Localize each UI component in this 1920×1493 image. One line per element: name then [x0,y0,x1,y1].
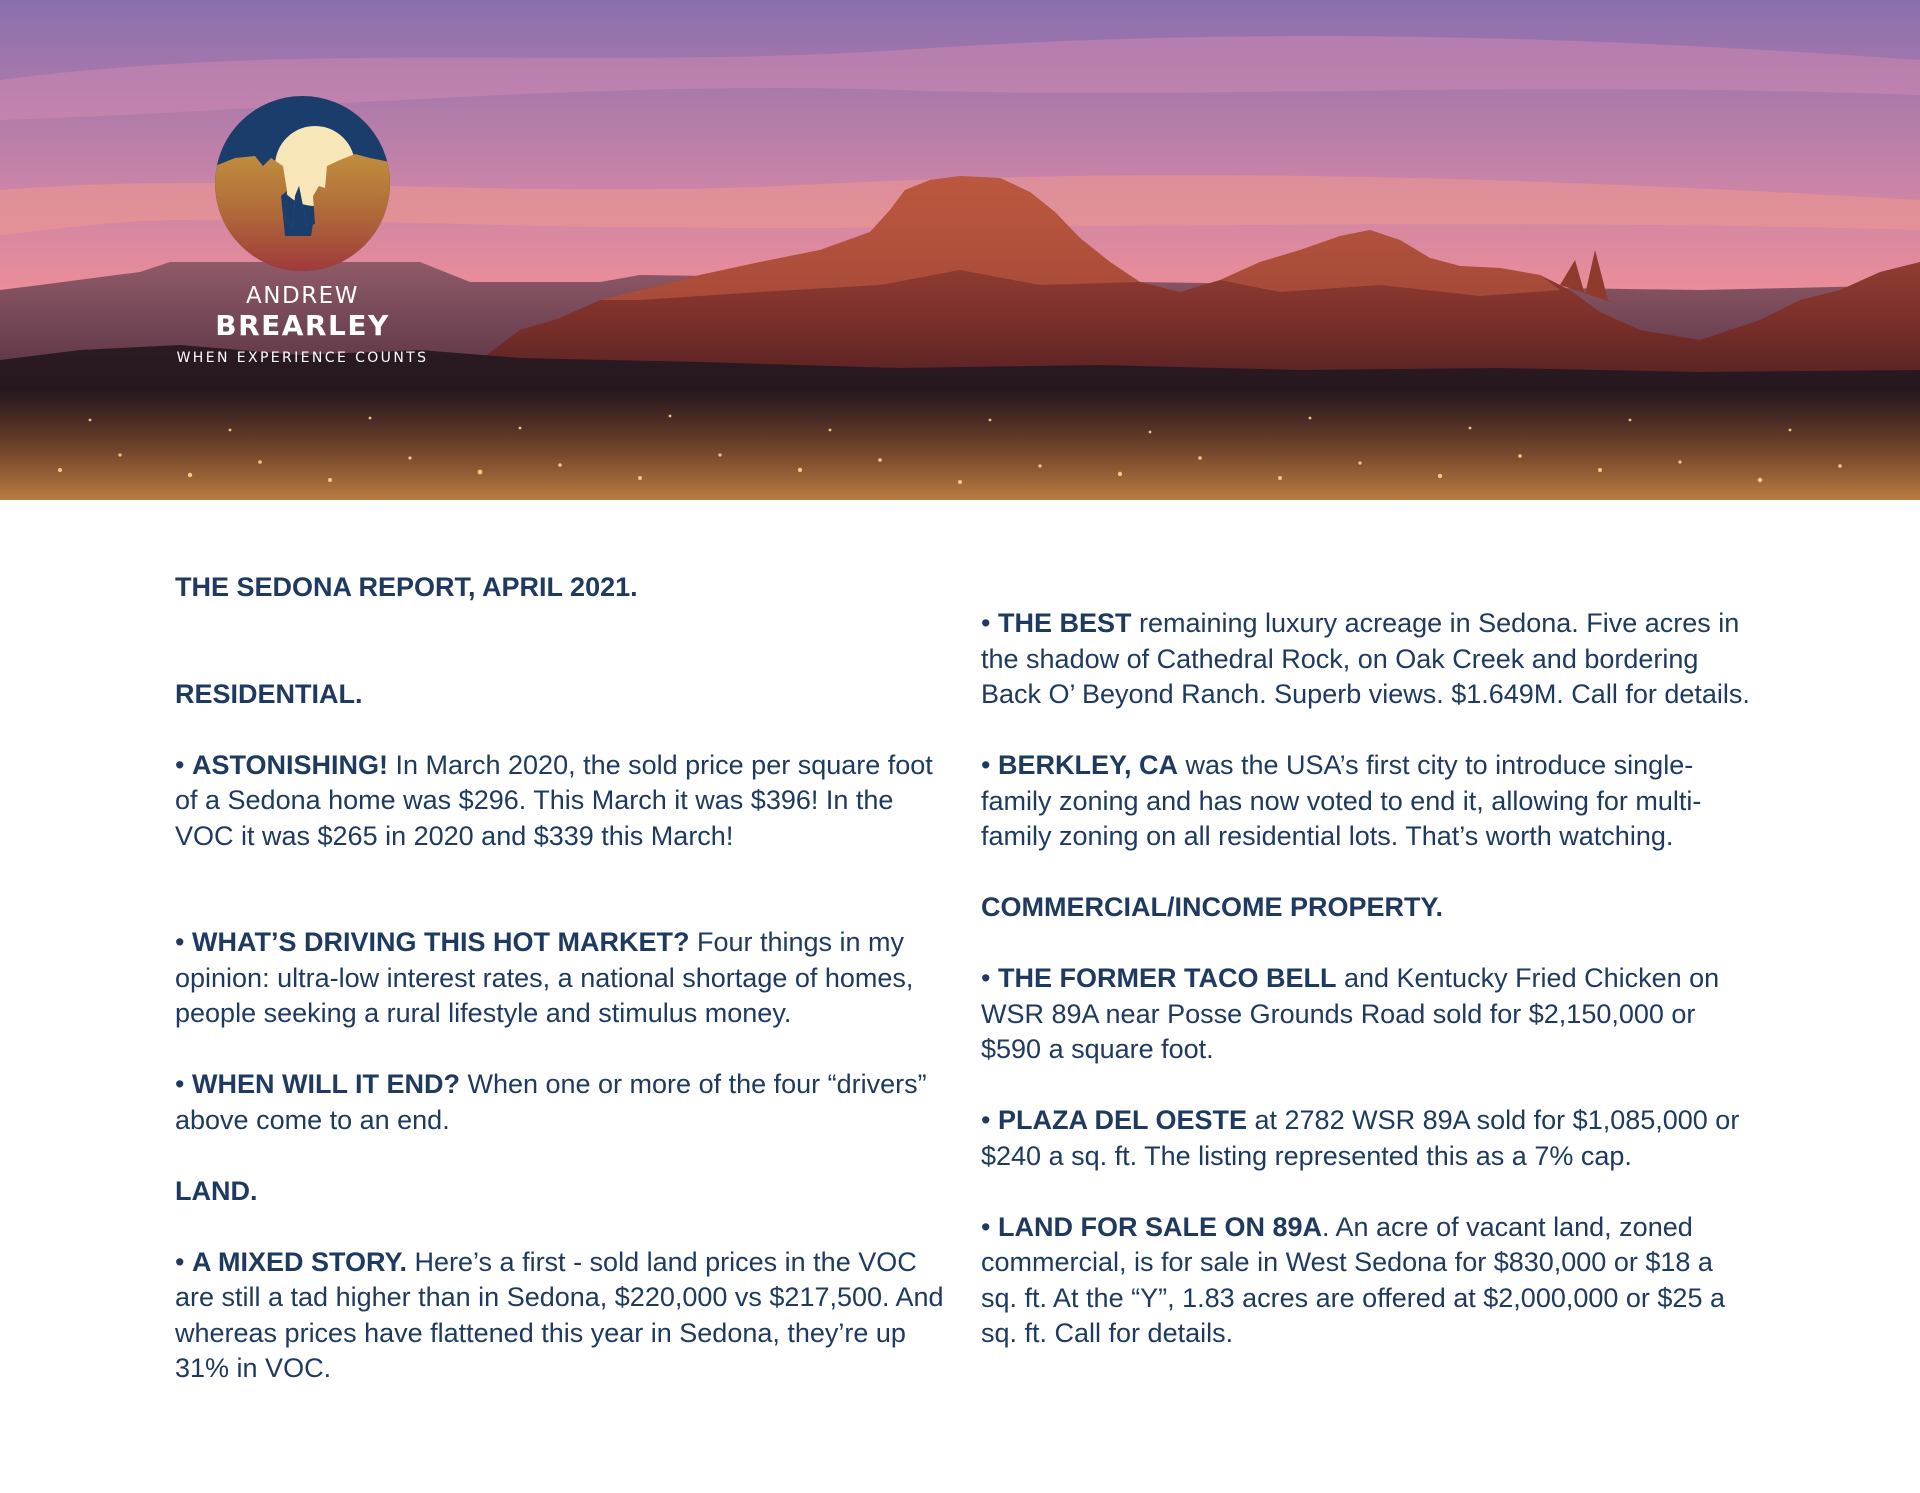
land-heading: LAND. [175,1175,258,1206]
hero-banner [0,0,1920,500]
commercial-item [981,961,1751,1068]
brand-last-name: BREARLEY [215,309,390,342]
right-column [981,606,1751,1352]
residential-item [175,925,945,1032]
bullet: • [175,1246,192,1277]
item-text: Here’s a first - sold land prices in the VOC are still a tad higher than in Sedona, $220,000 vs $217,500. And whereas prices have flattened this year in Sedona, they’re up 31% in VOC. [175,1246,944,1383]
item-text: and Kentucky Fried Chicken on WSR 89A near Posse Grounds Road sold for $2,150,000 or $590 a square foot. [981,963,1720,1064]
left-column [175,570,945,1387]
bullet: • [175,1069,192,1099]
item-text: When one or more of the four “drivers” above come to an end. [175,1069,927,1135]
item-text: at 2782 WSR 89A sold for $1,085,000 or $240 a sq. ft. The listing represented this as a 7% cap. [981,1105,1740,1171]
commercial-heading: COMMERCIAL/INCOME PROPERTY. [981,892,1444,922]
bullet: • [981,1105,998,1135]
brand-tagline: WHEN EXPERIENCE COUNTS [176,350,429,366]
item-lead: A MIXED STORY. [191,1246,408,1277]
item-text: Four things in my opinion: ultra-low interest rates, a national shortage of homes, people seeking a rural lifestyle and stimulus money. [175,927,914,1028]
item-lead: ASTONISHING! [191,749,388,780]
item-lead: THE BEST [997,608,1132,638]
item-text: . An acre of vacant land, zoned commercial, is for sale in West Sedona for $830,000 or $18 a sq. ft. At the “Y”, 1.83 acres are offered at $2,000,000 or $25 a sq. ft. Call for details. [981,1211,1725,1348]
brand-first-name: ANDREW [246,283,359,309]
bullet: • [175,927,192,957]
item-text: In March 2020, the sold price per square foot of a Sedona home was $296. This March it was $396! In the VOC it was $265 in 2020 and $339 this March! [175,749,933,851]
bullet: • [981,750,998,780]
item-lead: THE FORMER TACO BELL [997,963,1337,993]
bullet: • [981,608,998,638]
land-item [981,606,1751,713]
land-item [981,748,1751,855]
land-item [175,1245,945,1387]
item-text: was the USA’s first city to introduce single-family zoning and has now voted to end it, allowing for multi-family zoning on all residential lots. That’s worth watching. [981,750,1702,851]
item-lead: WHAT’S DRIVING THIS HOT MARKET? [191,927,690,957]
bullet: • [981,963,998,993]
residential-item [175,1067,945,1138]
item-text: remaining luxury acreage in Sedona. Five acres in the shadow of Cathedral Rock, on Oak Creek and bordering Back O’ Beyond Ranch. Superb views. $1.649M. Call for details. [981,608,1750,709]
item-lead: LAND FOR SALE ON 89A [997,1211,1322,1242]
brand-mark-icon [215,96,390,271]
brand-logo [160,96,445,367]
commercial-item [981,1210,1751,1352]
item-lead: BERKLEY, CA [997,750,1178,780]
item-lead: PLAZA DEL OESTE [997,1105,1247,1135]
commercial-item [981,1103,1751,1174]
report-title: THE SEDONA REPORT, APRIL 2021. [175,572,638,602]
item-lead: WHEN WILL IT END? [191,1069,460,1099]
residential-heading: RESIDENTIAL. [175,678,363,709]
bullet: • [175,749,192,780]
residential-item [175,748,945,855]
bullet: • [981,1211,998,1242]
